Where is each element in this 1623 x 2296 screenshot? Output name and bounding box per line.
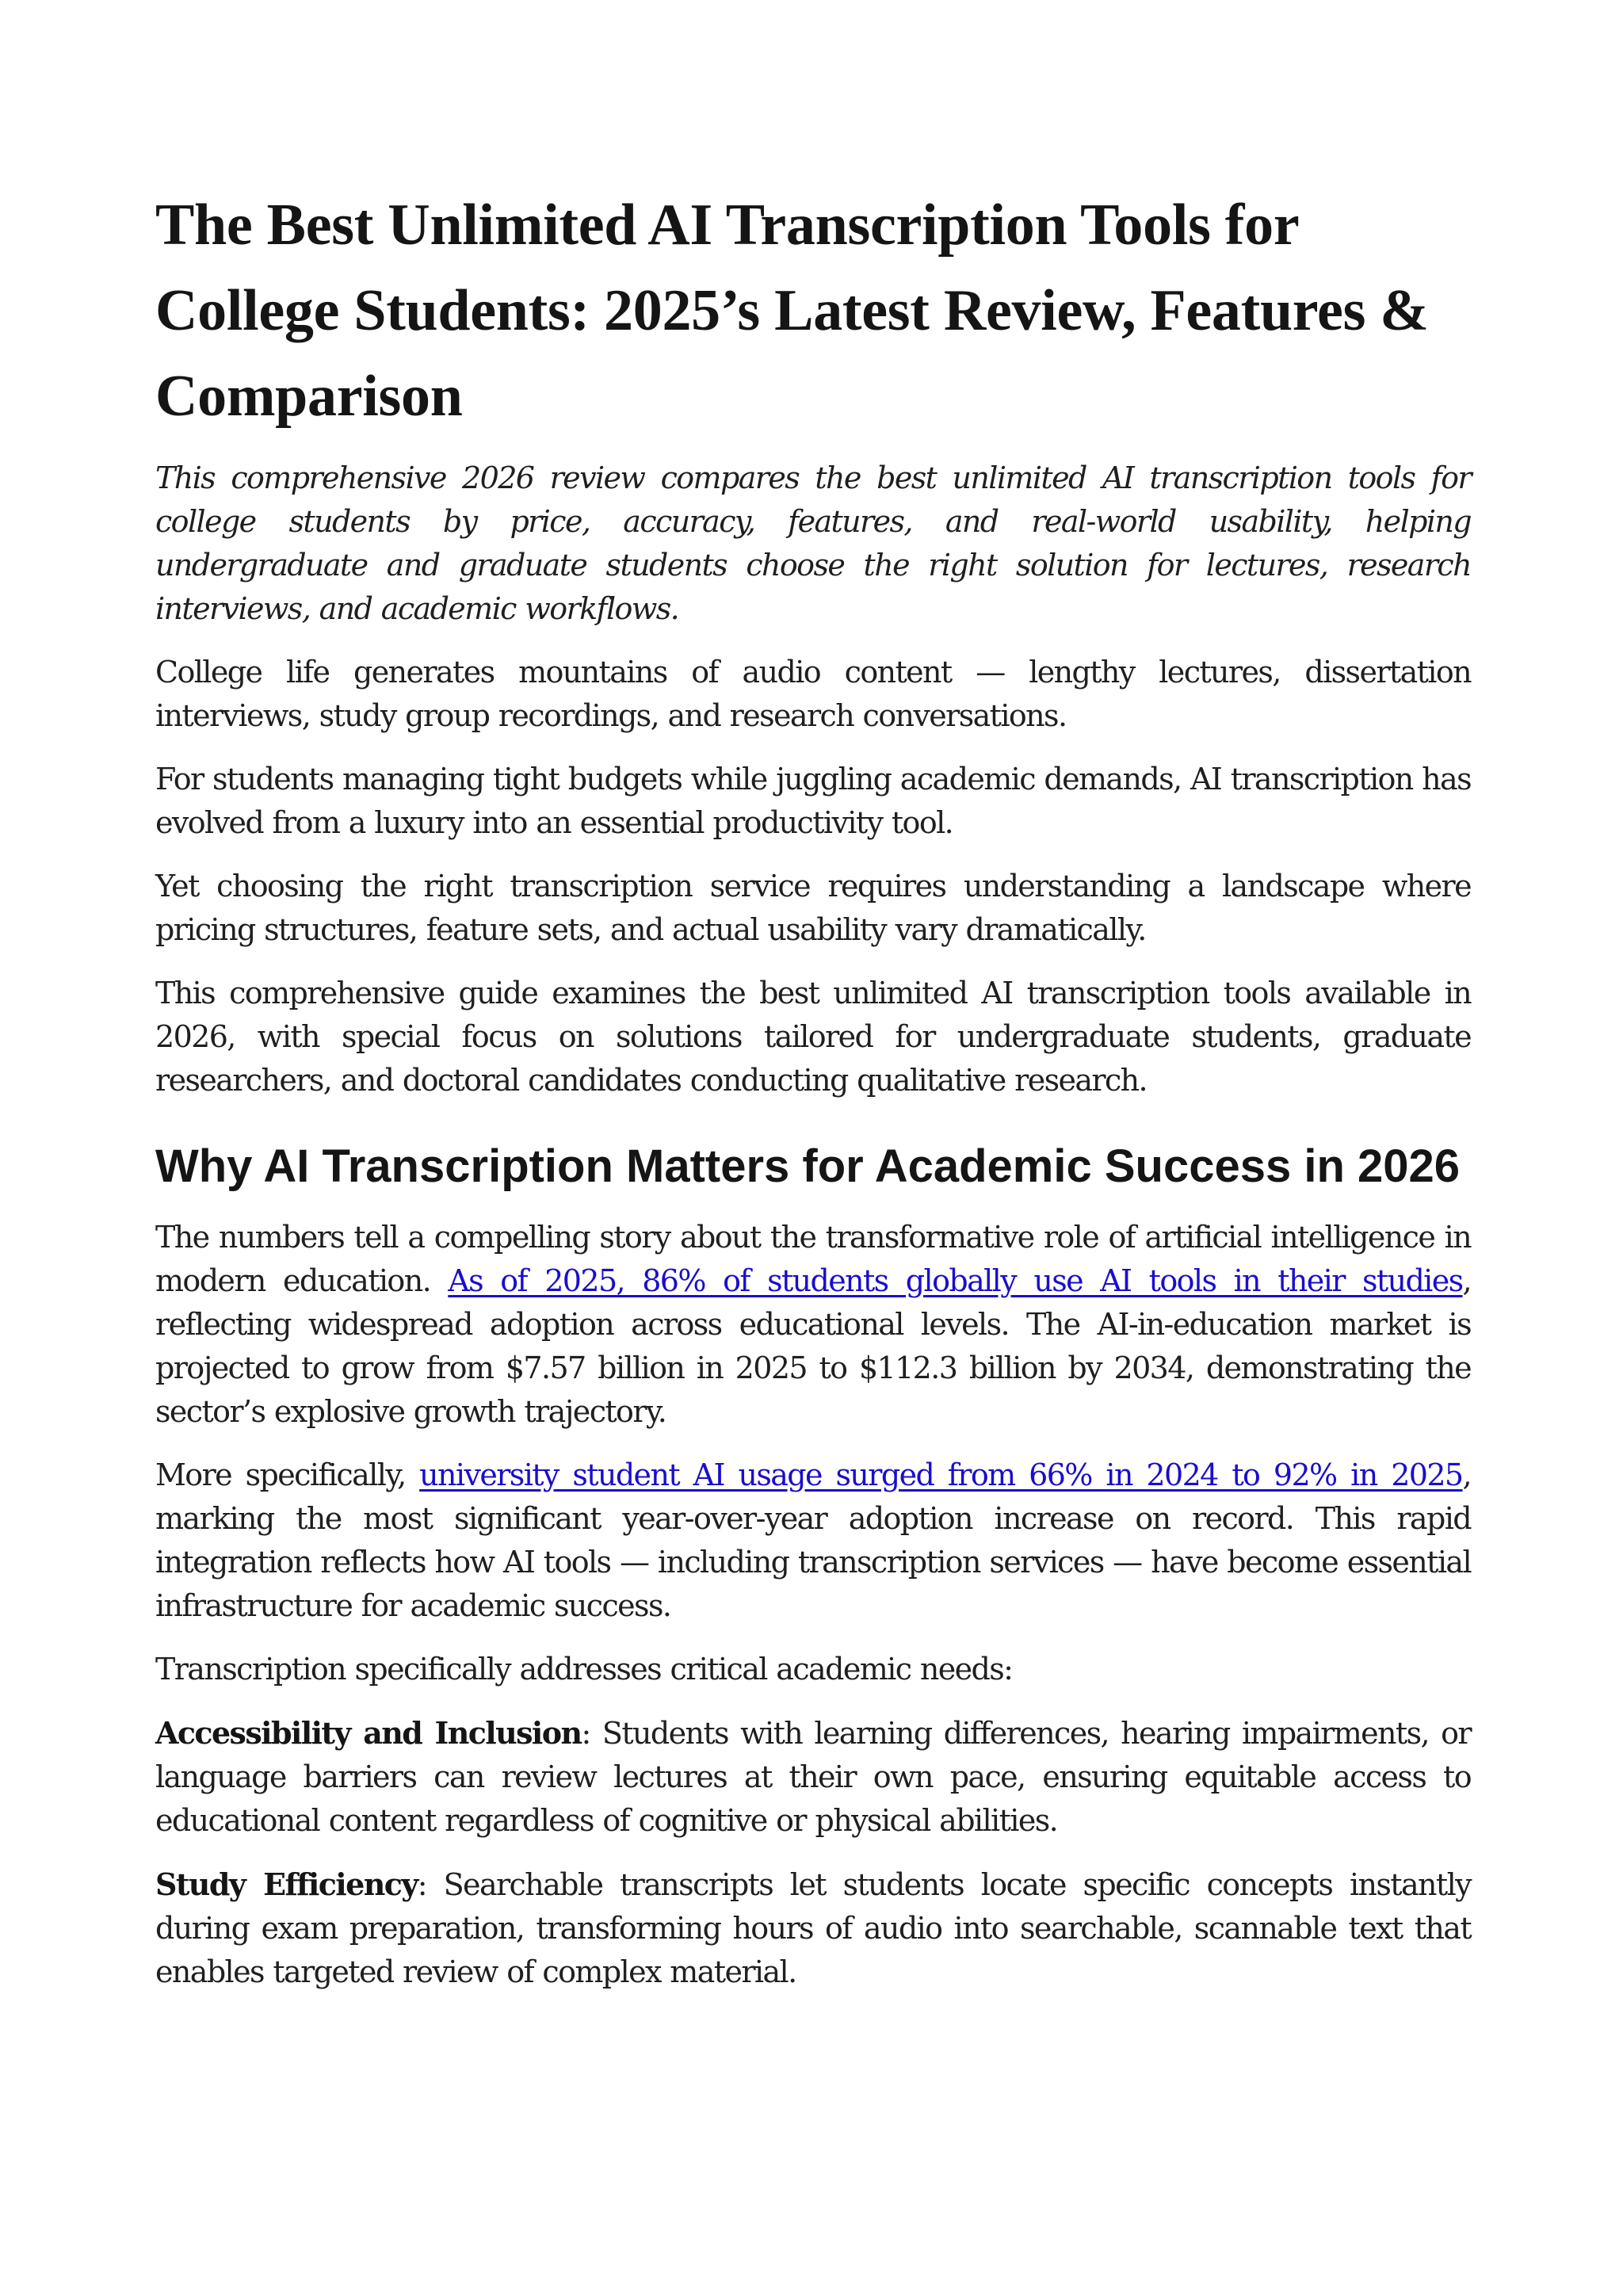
intro-paragraph-1: College life generates mountains of audio content — lengthy lectures, dissertation interviews, study group recordings, and research conversations.	[155, 655, 1471, 733]
paragraph-text: The numbers tell a compelling story about the transformative role of artificial intelligence in modern education.	[155, 1220, 1471, 1298]
need-text: : Searchable transcripts let students locate specific concepts instantly during exam preparation, transforming hours of audio into searchable, scannable text that enables targeted review of complex material.	[155, 1867, 1471, 1989]
need-text: : Students with learning differences, hearing impairments, or language barriers can review lectures at their own pace, ensuring equitable access to educational content regardless of cognitive or physical abilities.	[155, 1716, 1471, 1838]
need-accessibility	[155, 1711, 1471, 1843]
paragraph-text: , reflecting widespread adoption across educational levels. The AI-in-education market is projected to grow from $7.57 billion in 2025 to $112.3 billion by 2034, demonstrating the sector’s explosive growth trajectory.	[155, 1263, 1472, 1429]
intro-paragraph-4: This comprehensive guide examines the best unlimited AI transcription tools available in 2026, with special focus on solutions tailored for undergraduate students, graduate researchers, and doctoral candidates conducting qualitative research.	[155, 976, 1471, 1098]
document-page	[155, 182, 1471, 2014]
section-paragraph-3: Transcription specifically addresses critical academic needs:	[155, 1652, 1013, 1687]
university-ai-usage-link[interactable]: university student AI usage surged from 66% in 2024 to 92% in 2025	[419, 1457, 1463, 1492]
section-paragraph-2	[155, 1454, 1471, 1628]
need-label: Accessibility and Inclusion	[155, 1715, 582, 1751]
paragraph-text: , marking the most significant year-over-year adoption increase on record. This rapid integration reflects how AI tools — including transcription services — have become essential infrastructure for academic success.	[155, 1457, 1471, 1623]
intro-paragraph-2: For students managing tight budgets while juggling academic demands, AI transcription has evolved from a luxury into an essential productivity tool.	[155, 762, 1471, 840]
section-heading: Why AI Transcription Matters for Academic Success in 2026	[155, 1140, 1461, 1192]
student-ai-usage-link[interactable]: As of 2025, 86% of students globally use AI tools in their studies	[448, 1263, 1463, 1298]
need-study-efficiency	[155, 1862, 1471, 1994]
need-label: Study Efficiency	[155, 1866, 418, 1902]
intro-paragraph-3: Yet choosing the right transcription service requires understanding a landscape where pricing structures, feature sets, and actual usability vary dramatically.	[155, 869, 1471, 947]
paragraph-text: More specifically,	[155, 1457, 420, 1492]
section-paragraph-1	[155, 1216, 1471, 1434]
article-intro: This comprehensive 2026 review compares the best unlimited AI transcription tools for college students by price, accuracy, features, and real-world usability, helping undergraduate and graduate students choose the right solution for lectures, research interviews, and academic workflows.	[155, 460, 1471, 626]
article-title: The Best Unlimited AI Transcription Tools for College Students: 2025’s Latest Review, Features & Comparison	[155, 193, 1429, 429]
